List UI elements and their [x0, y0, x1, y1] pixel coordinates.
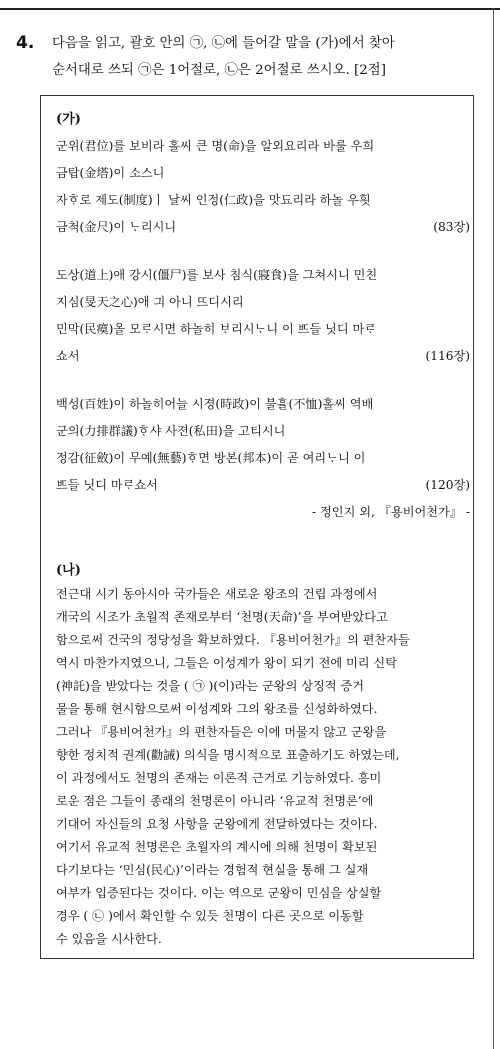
- ga-ref-116: (116장): [425, 349, 470, 363]
- na-line-7: 그러나 『용비어천가』의 편찬자들은 이에 머물지 않고 군왕을: [56, 725, 387, 739]
- ga-ref-120: (120장): [425, 478, 470, 492]
- ga-line-9: 백성(百姓)이 하놀히어늘 시졍(時政)이 불휼(不恤)홀씨 역배: [56, 397, 374, 411]
- na-line-5: (神託)을 받았다는 것을 ( ㉠ )(이)라는 군왕의 상징적 증거: [56, 679, 364, 693]
- na-line-8: 향한 정치적 권계(勸誡) 의식을 명시적으로 표출하기도 하였는데,: [56, 748, 400, 762]
- right-rule: [493, 8, 494, 1049]
- ga-line-3: 자ᄒᆞ로 제도(制度)ㅣ 날씨 인정(仁政)을 맛됴리라 하놀 우흿: [56, 193, 371, 207]
- question-line-2: 순서대로 쓰되 ㉠은 1어절로, ㉡은 2어절로 쓰시오. [2점]: [52, 63, 386, 78]
- na-line-9: 이 과정에서도 천명의 존재는 이론적 근거로 기능하였다. 흥미: [56, 771, 382, 785]
- passage-ga-label: (가): [56, 112, 81, 127]
- ga-source: - 정인지 외, 『용비어천가』 -: [312, 505, 470, 519]
- na-line-14: 여부가 입증된다는 것이다. 이는 역으로 군왕이 민심을 상실할: [56, 886, 382, 900]
- question-line-1: 다음을 읽고, 괄호 안의 ㉠, ㉡에 들어갈 말을 (가)에서 찾아: [52, 36, 395, 51]
- ga-line-12: ᄠᅳ들 닛디 마ᄅᆞ쇼서 (120장): [56, 478, 470, 492]
- ga-line-2: 금탑(金塔)이 소스니: [56, 166, 165, 180]
- na-line-2: 개국의 시조가 초월적 존재로부터 ‘천명(天命)’을 부여받았다고: [56, 610, 388, 624]
- ga-line-6: 지심(旻天之心)애 긔 아니 뜨디시리: [56, 295, 244, 309]
- ga-ref-83: (83장): [433, 220, 470, 234]
- top-rule: [0, 8, 500, 10]
- na-line-16: 수 있음을 시사한다.: [56, 932, 162, 946]
- ga-line-1: 군위(君位)를 보비라 홀씨 큰 명(命)을 알외요리라 바룰 우희: [56, 139, 375, 153]
- box-spacer: [40, 95, 472, 957]
- ga-line-10: 군의(力排群議)ᄒᆞ샤 사젼(私田)을 고티시니: [56, 424, 286, 438]
- na-line-1: 전근대 시기 동아시아 국가들은 새로운 왕조의 건립 과정에서: [56, 587, 378, 601]
- na-line-12: 여기서 유교적 천명론은 초월자의 계시에 의해 천명이 확보된: [56, 840, 378, 854]
- ga-line-7: 민막(民瘼)올 모ᄅᆞ시면 하놀히 ᄇᆞ리시ᄂᆞ니 이 ᄠᅳ들 닛디 마ᄅᆞ: [56, 322, 377, 336]
- na-line-11: 기대어 자신들의 요청 사항을 군왕에게 전달하였다는 것이다.: [56, 817, 378, 831]
- question-number: 4.: [16, 33, 35, 53]
- na-line-4: 역시 마찬가지였으니, 그들은 이성계가 왕이 되기 전에 미리 신탁: [56, 656, 397, 670]
- na-line-13: 다기보다는 ‘민심(民心)’이라는 경험적 현실을 통해 그 실재: [56, 863, 369, 877]
- ga-line-5: 도상(道上)애 강시(僵尸)를 보사 침식(寢食)을 그쳐시니 민친: [56, 268, 378, 282]
- na-line-6: 물을 통해 현시함으로써 이성계와 그의 왕조를 신성화하였다.: [56, 702, 378, 716]
- passage-na-label: (나): [56, 563, 81, 578]
- ga-line-4: 금척(金尺)이 ᄂᆞ리시니 (83장): [56, 220, 470, 234]
- na-line-10: 로운 점은 그들이 종래의 천명론이 아니라 ‘유교적 천명론’에: [56, 794, 374, 808]
- ga-line-8: 쇼서 (116장): [56, 349, 470, 363]
- na-line-3: 함으로써 건국의 정당성을 확보하였다. 『용비어천가』의 편찬자들: [56, 633, 410, 647]
- na-line-15: 경우 ( ㉡ )에서 확인할 수 있듯 천명이 다른 곳으로 이동할: [56, 909, 364, 923]
- ga-line-11: 정감(征斂)이 무예(無藝)ᄒᆞ면 방본(邦本)이 곧 여리ᄂᆞ니 이: [56, 451, 366, 465]
